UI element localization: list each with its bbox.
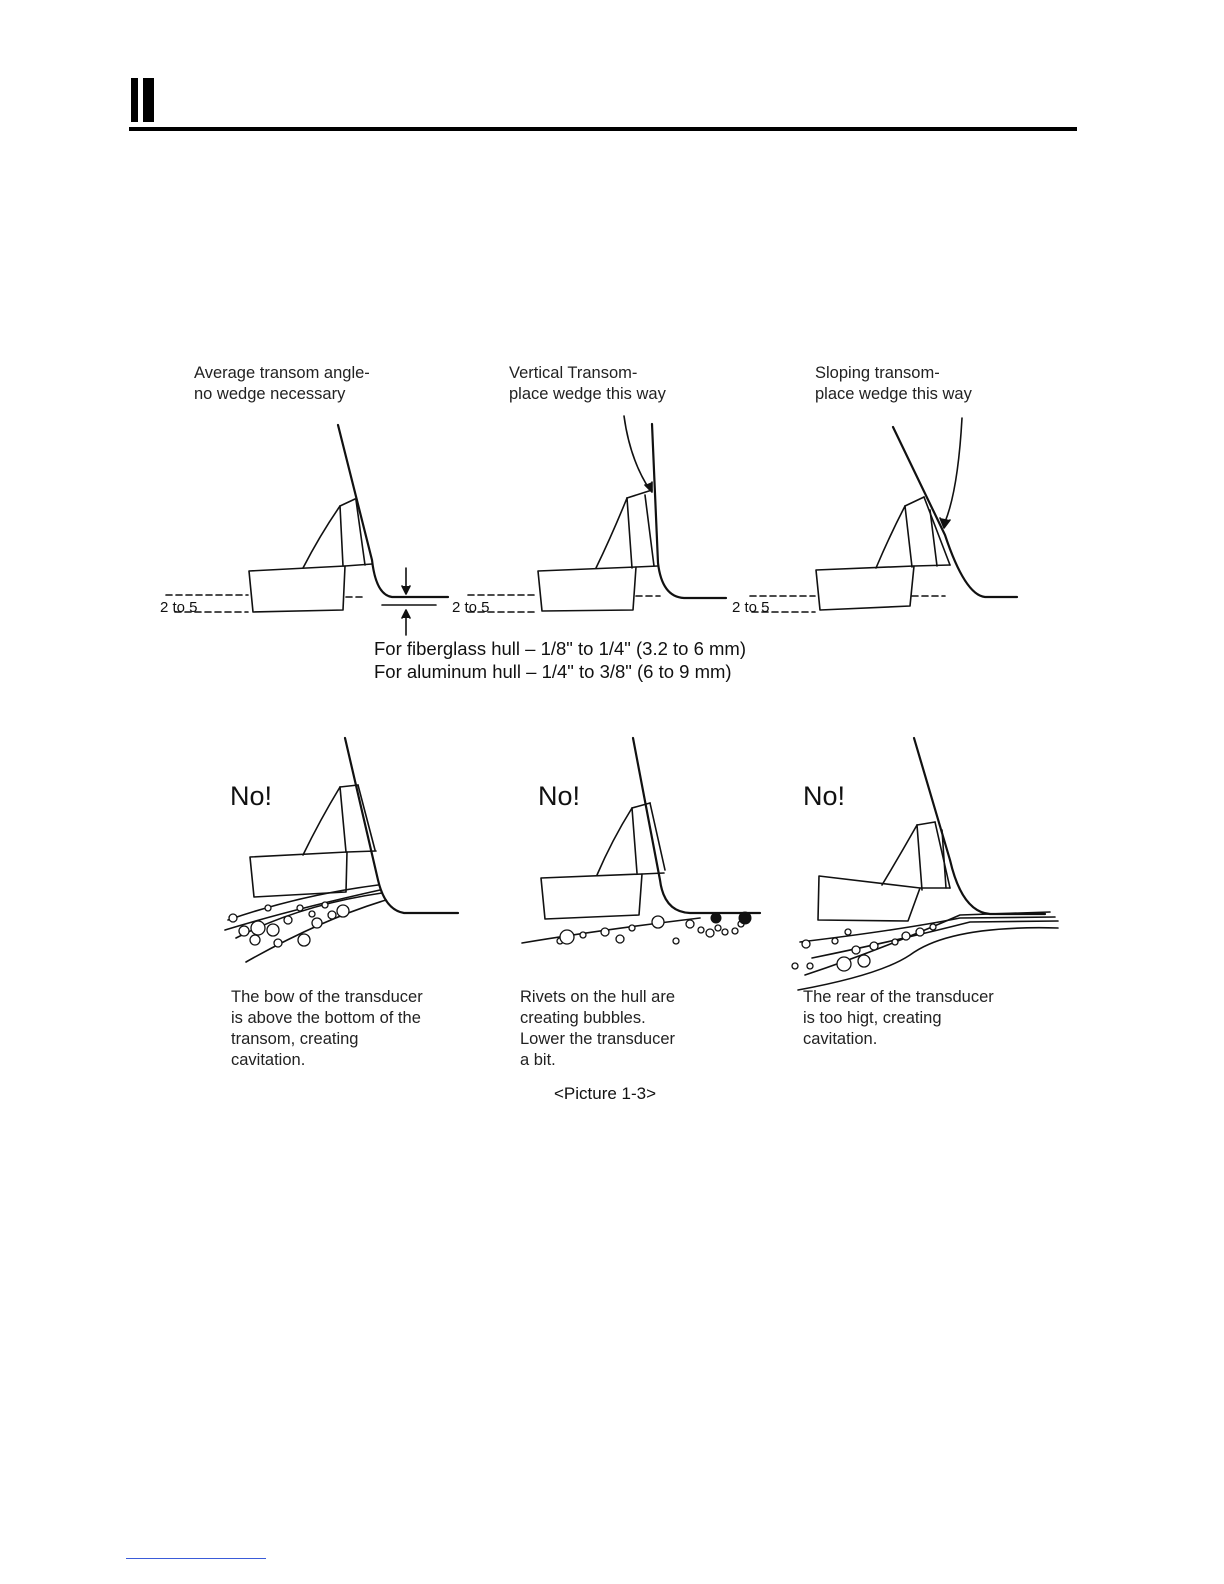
caption-average-transom: Average transom angle- no wedge necessary [194,364,370,403]
dimension-label-2: 2 to 5 [452,599,490,616]
caption-sloping-transom: Sloping transom- place wedge this way [815,364,972,403]
warning-no-1: No! [230,781,273,811]
warning-no-3: No! [803,781,846,811]
caption-bow-above: The bow of the transducer is above the bottom of the transom, creating cavitation. [231,988,423,1069]
warning-no-2: No! [538,781,581,811]
diagram-sloping-transom [750,418,1017,612]
cavitation-bubbles [229,902,936,971]
figure-label: <Picture 1-3> [553,1084,657,1103]
diagram-rear-too-high [798,738,1058,990]
caption-rivets: Rivets on the hull are creating bubbles. Lower the transducer a bit. [520,988,676,1069]
hull-note-fiberglass: For fiberglass hull – 1/8" to 1/4" (3.2 to 6 mm) [374,638,746,659]
dimension-label-1: 2 to 5 [160,599,198,616]
diagram-rivets [522,738,760,943]
footer-rule [126,1558,266,1559]
diagram-vertical-transom [468,416,726,612]
caption-rear-too-high: The rear of the transducer is too higt, creating cavitation. [803,988,994,1048]
diagram-average-transom [166,425,448,635]
hull-note-aluminum: For aluminum hull – 1/4" to 3/8" (6 to 9 mm) [374,661,732,682]
dimension-label-3: 2 to 5 [732,599,770,616]
caption-vertical-transom: Vertical Transom- place wedge this way [509,364,666,403]
